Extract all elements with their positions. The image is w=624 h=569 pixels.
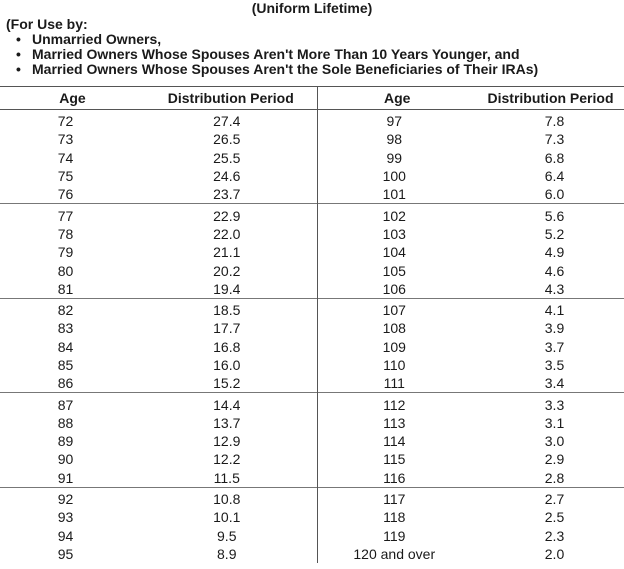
table-row — [0, 414, 624, 432]
table-row — [0, 204, 624, 225]
distribution-period-cell: 10.8 — [145, 487, 317, 508]
age-cell: 77 — [0, 204, 145, 225]
age-cell: 81 — [57, 280, 74, 297]
age-cell: 111 — [383, 375, 405, 392]
distribution-period-cell: 14.4 — [145, 393, 317, 414]
header-distribution-period: Distribution Period — [477, 87, 624, 110]
table-row — [0, 374, 624, 393]
table-row — [0, 527, 624, 545]
distribution-period-cell: 16.0 — [145, 356, 317, 374]
table-row — [0, 149, 624, 167]
age-cell: 76 — [57, 186, 74, 203]
age-cell: 73 — [57, 131, 74, 148]
distribution-period-cell: 2.7 — [477, 487, 624, 508]
distribution-period-cell: 12.2 — [145, 450, 317, 468]
age-cell: 103 — [382, 225, 406, 242]
row-group — [0, 110, 624, 204]
distribution-period-cell: 2.8 — [544, 469, 565, 486]
distribution-period-cell: 6.8 — [544, 149, 565, 166]
table-row — [0, 393, 624, 414]
table-row — [0, 243, 624, 261]
row-group — [0, 204, 624, 298]
header-row — [0, 87, 624, 110]
distribution-period-cell: 23.7 — [145, 185, 317, 204]
age-cell: 108 — [382, 320, 406, 337]
distribution-period-cell: 5.6 — [477, 204, 624, 225]
row-group — [0, 487, 624, 563]
age-cell: 118 — [383, 509, 406, 526]
age-cell: 90 — [57, 451, 74, 468]
table-row — [0, 130, 624, 148]
distribution-period-cell: 21.1 — [145, 243, 317, 261]
age-cell: 89 — [57, 433, 74, 450]
age-cell: 117 — [317, 487, 477, 508]
age-cell: 95 — [57, 545, 74, 562]
row-group — [0, 298, 624, 392]
age-cell: 115 — [383, 451, 406, 468]
distribution-period-cell: 22.0 — [145, 225, 317, 243]
distribution-period-cell: 7.3 — [544, 131, 565, 148]
row-group — [0, 393, 624, 487]
age-cell: 106 — [382, 280, 406, 297]
age-cell: 74 — [57, 149, 74, 166]
age-cell: 119 — [383, 527, 406, 544]
usage-item: • Unmarried Owners, — [16, 31, 162, 47]
table-row — [0, 298, 624, 319]
age-cell: 82 — [0, 298, 145, 319]
distribution-period-cell: 3.5 — [544, 357, 565, 373]
distribution-period-cell: 27.4 — [145, 110, 317, 131]
table-row — [0, 356, 624, 374]
distribution-period-cell: 25.5 — [145, 149, 317, 167]
age-cell: 72 — [57, 113, 74, 130]
table-row — [0, 261, 624, 279]
usage-list — [6, 32, 624, 77]
distribution-period-cell: 16.8 — [145, 338, 317, 356]
age-cell: 114 — [383, 433, 406, 450]
header-age: Age — [0, 87, 145, 110]
table-row — [0, 487, 624, 508]
distribution-period-cell: 18.5 — [145, 298, 317, 319]
age-cell: 78 — [57, 225, 74, 242]
age-cell: 107 — [317, 298, 477, 319]
age-cell: 93 — [57, 509, 74, 526]
distribution-period-cell: 9.5 — [145, 527, 317, 545]
table-row — [0, 432, 624, 450]
distribution-period-cell: 2.0 — [544, 545, 565, 562]
bullet-icon: • — [16, 61, 21, 77]
distribution-period-cell: 13.7 — [145, 414, 317, 432]
distribution-period-cell: 4.9 — [544, 244, 565, 261]
table-row — [0, 185, 624, 204]
distribution-period-cell: 3.1 — [544, 414, 565, 431]
age-cell: 84 — [57, 338, 74, 355]
age-cell: 100 — [382, 168, 406, 185]
bullet-icon: • — [16, 31, 21, 47]
table-row — [0, 338, 624, 356]
distribution-period-cell: 12.9 — [145, 432, 317, 450]
age-cell: 75 — [57, 168, 74, 185]
distribution-period-cell: 2.9 — [544, 451, 565, 468]
age-cell: 105 — [382, 262, 406, 279]
table-row — [0, 110, 624, 131]
distribution-period-cell: 2.3 — [544, 527, 565, 544]
distribution-period-cell: 4.3 — [544, 280, 565, 297]
distribution-period-cell: 15.2 — [145, 374, 317, 393]
distribution-period-cell: 3.4 — [544, 375, 565, 392]
table-row — [0, 545, 624, 563]
age-cell: 92 — [0, 487, 145, 508]
table-row — [0, 225, 624, 243]
age-cell: 85 — [57, 357, 74, 373]
age-cell: 97 — [386, 113, 403, 130]
age-cell: 120 and over — [353, 545, 436, 562]
age-cell: 98 — [386, 131, 403, 148]
distribution-period-cell: 6.4 — [544, 168, 565, 185]
distribution-period-cell: 10.1 — [145, 508, 317, 526]
table-row — [0, 167, 624, 185]
table-row — [0, 508, 624, 526]
usage-item: • Married Owners Whose Spouses Aren't the Sole Beneficiaries of Their IRAs) — [16, 61, 539, 77]
age-cell: 80 — [57, 262, 74, 279]
age-cell: 104 — [382, 244, 406, 261]
age-cell: 87 — [0, 393, 145, 414]
age-cell: 109 — [382, 338, 406, 355]
usage-notes — [0, 17, 624, 77]
distribution-period-cell: 22.9 — [145, 204, 317, 225]
age-cell: 94 — [57, 527, 74, 544]
distribution-period-cell: 8.9 — [145, 545, 317, 563]
age-cell: 79 — [57, 244, 74, 261]
age-cell: 101 — [382, 186, 406, 203]
distribution-period-cell: 26.5 — [145, 130, 317, 148]
table-row — [0, 450, 624, 468]
distribution-period-cell: 2.5 — [544, 509, 565, 526]
distribution-period-cell: 20.2 — [145, 261, 317, 279]
age-cell: 88 — [57, 414, 74, 431]
distribution-period-cell: 3.3 — [477, 393, 624, 414]
distribution-period-cell: 4.1 — [477, 298, 624, 319]
distribution-period-cell: 17.7 — [145, 319, 317, 337]
distribution-table — [0, 86, 624, 563]
distribution-period-cell: 24.6 — [145, 167, 317, 185]
age-cell: 91 — [57, 469, 74, 486]
bullet-icon: • — [16, 46, 21, 62]
table-row — [0, 469, 624, 488]
age-cell: 112 — [317, 393, 477, 414]
age-cell: 113 — [383, 414, 406, 431]
age-cell: 110 — [383, 357, 406, 373]
table-title: (Uniform Lifetime) — [251, 0, 373, 16]
distribution-period-cell: 3.9 — [544, 320, 565, 337]
age-cell: 102 — [317, 204, 477, 225]
table-row — [0, 280, 624, 299]
header-distribution-period: Distribution Period — [145, 87, 317, 110]
usage-item: • Married Owners Whose Spouses Aren't More Than 10 Years Younger, and — [16, 46, 520, 62]
header-age: Age — [317, 87, 477, 110]
age-cell: 83 — [57, 320, 74, 337]
distribution-period-cell: 3.0 — [544, 433, 565, 450]
age-cell: 86 — [57, 375, 74, 392]
distribution-period-cell: 4.6 — [544, 262, 565, 279]
distribution-period-cell: 6.0 — [544, 186, 565, 203]
distribution-period-cell: 5.2 — [544, 225, 565, 242]
distribution-period-cell: 11.5 — [145, 469, 317, 488]
distribution-period-cell: 7.8 — [544, 113, 565, 130]
distribution-period-cell: 3.7 — [544, 338, 565, 355]
age-cell: 99 — [386, 149, 403, 166]
usage-intro: (For Use by: — [6, 16, 88, 32]
age-cell: 116 — [383, 469, 406, 486]
table-row — [0, 319, 624, 337]
distribution-period-cell: 19.4 — [145, 280, 317, 299]
